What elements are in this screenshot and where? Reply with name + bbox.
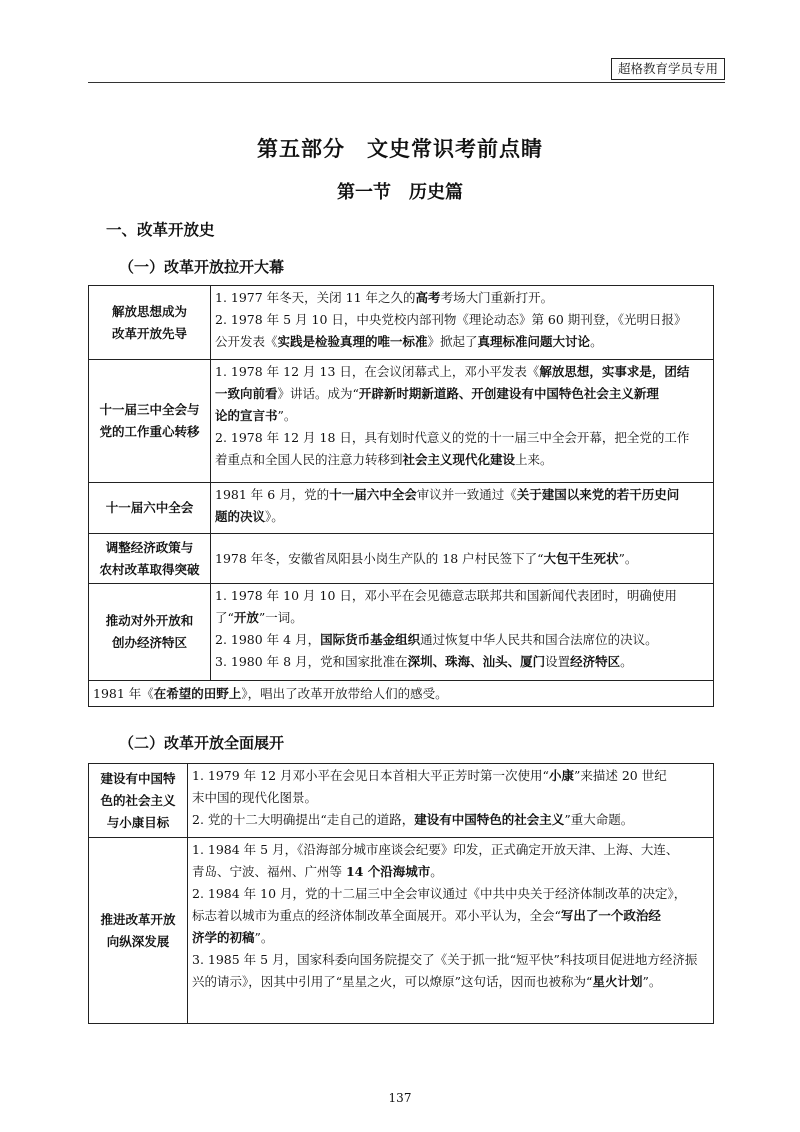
row-content: 1. 1977 年冬天，关闭 11 年之久的高考考场大门重新打开。 2. 1978 年 5 月 10 日，中央党校内部刊物《理论动态》第 60 期刊登，《光明日报》 公开发表《实践是检验真理的唯一标准》掀起了真理标准问题大讨论。 [211, 286, 714, 360]
row-content: 1. 1979 年 12 月邓小平在会见日本首相大平正芳时第一次使用“小康”来描述 20 世纪 末中国的现代化图景。 2. 党的十二大明确提出“走自己的道路，建设有中国特色的社会主义”重大命题。 [188, 764, 714, 838]
row-content: 1981 年 6 月，党的十一届六中全会审议并一致通过《关于建国以来党的若干历史问 题的决议》。 [211, 483, 714, 534]
row-label: 推进改革开放 向纵深发展 [89, 838, 188, 1024]
row-content: 1. 1978 年 10 月 10 日，邓小平在会见德意志联邦共和国新闻代表团时，明确使用 了“开放”一词。 2. 1980 年 4 月，国际货币基金组织通过恢复中华人民共和国合法席位的决议。 3. 1980 年 8 月，党和国家批准在深圳、珠海、汕头、厦门设置经济特区。 [211, 584, 714, 681]
section-title: 第一节 历史篇 [337, 182, 463, 203]
row-label: 十一届六中全会 [89, 483, 211, 534]
watermark-stamp: 超格教育学员专用 [611, 58, 725, 80]
subsection-heading-1: （一）改革开放拉开大幕 [119, 258, 285, 276]
table-row [89, 681, 714, 707]
row-label: 调整经济政策与 农村改革取得突破 [89, 534, 211, 584]
page-title: 第五部分 文史常识考前点睛 [257, 136, 543, 161]
table-row [89, 483, 714, 534]
table-row [89, 360, 714, 483]
row-label: 解放思想成为 改革开放先导 [89, 286, 211, 360]
row-label: 十一届三中全会与 党的工作重心转移 [89, 360, 211, 483]
subsection-heading-2: （二）改革开放全面展开 [119, 734, 285, 752]
table-row [89, 584, 714, 681]
table-row [89, 286, 714, 360]
page-number: 137 [388, 1091, 412, 1105]
row-content: 1. 1984 年 5 月，《沿海部分城市座谈会纪要》印发，正式确定开放天津、上海、大连、 青岛、宁波、福州、广州等 14 个沿海城市。 2. 1984 年 10 月，党的十二届三中全会审议通过《中共中央关于经济体制改革的决定》， 标志着以城市为重点的经济体制改革全面展开。邓小平认为，全会“写出了一个政治经 济学的初稿”。 3. 1985 年 5 月，国家科委向国务院提交了《关于抓一批“短平快”科技项目促进地方经济振 兴的请示》，因其中引用了“星星之火，可以燎原”这句话，因而也被称为“星火计划”。 [188, 838, 714, 1024]
row-content: 1978 年冬，安徽省凤阳县小岗生产队的 18 户村民签下了“大包干生死状”。 [211, 534, 714, 584]
reform-table-2 [88, 763, 714, 1024]
row-label: 建设有中国特 色的社会主义 与小康目标 [89, 764, 188, 838]
table-row [89, 838, 714, 1024]
row-content: 1981 年《在希望的田野上》，唱出了改革开放带给人们的感受。 [89, 681, 714, 707]
chapter-heading: 一、改革开放史 [106, 220, 215, 239]
row-content: 1. 1978 年 12 月 13 日，在会议闭幕式上，邓小平发表《解放思想，实事求是，团结 一致向前看》讲话。成为“开辟新时期新道路、开创建设有中国特色社会主义新理 论的宣言书”。 2. 1978 年 12 月 18 日，具有划时代意义的党的十一届三中全会开幕，把全党的工作 着重点和全国人民的注意力转移到社会主义现代化建设上来。 [211, 360, 714, 483]
table-row [89, 764, 714, 838]
header-rule [88, 82, 725, 83]
row-label: 推动对外开放和 创办经济特区 [89, 584, 211, 681]
reform-table-1 [88, 285, 714, 707]
table-row [89, 534, 714, 584]
